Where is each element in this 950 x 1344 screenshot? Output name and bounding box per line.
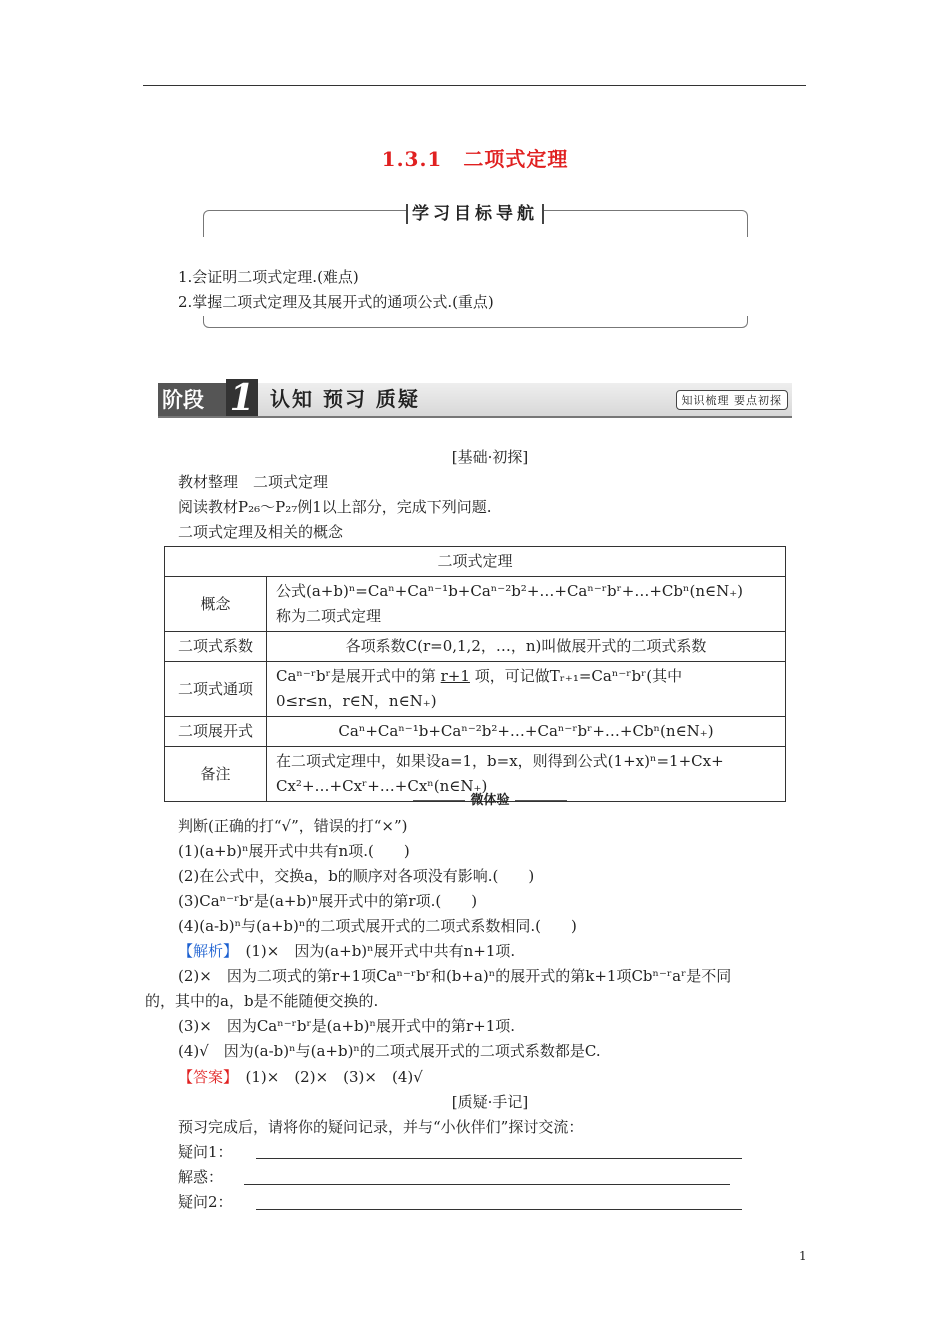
analysis-label: 【解析】 (178, 942, 231, 960)
section-basics: [基础·初探] (451, 448, 529, 466)
intro-line: 教材整理 二项式定理 (178, 473, 329, 491)
judge-item: (4)(a-b)ⁿ与(a+b)ⁿ的二项式展开式的二项式系数相同.( ) (178, 917, 577, 935)
judge-prompt: 判断(正确的打“√”，错误的打“×”) (178, 817, 408, 835)
table-row (165, 632, 786, 662)
theorem-table (164, 546, 786, 802)
analysis-line: (3)× 因为Caⁿ⁻ʳbʳ是(a+b)ⁿ展开式中的第r+1项. (178, 1017, 516, 1035)
intro-line: 阅读教材P₂₆～P₂₇例1以上部分，完成下列问题. (178, 498, 492, 516)
section-questions: [质疑·手记] (451, 1093, 529, 1111)
row-content: 项，可记做Tᵣ₊₁=Caⁿ⁻ʳbʳ(其中 (474, 667, 683, 685)
stage-title: 认知 预习 质疑 (270, 387, 420, 411)
table-header: 二项式定理 (165, 547, 786, 577)
row-content: 公式(a+b)ⁿ=Caⁿ+Caⁿ⁻¹b+Caⁿ⁻²b²+…+Caⁿ⁻ʳbʳ+…+Cbⁿ(n∈N₊) (276, 582, 744, 600)
row-label: 备注 (165, 747, 267, 802)
question-2-label: 疑问2： (178, 1193, 233, 1211)
row-label: 概念 (165, 577, 267, 632)
analysis-line: (2)× 因为二项式的第r+1项Caⁿ⁻ʳbʳ和(b+a)ⁿ的展开式的第k+1项Cbⁿ⁻ʳaʳ是不同 (178, 967, 732, 985)
table-row (165, 577, 786, 632)
stage-tag: 知识梳理 要点初探 (676, 390, 789, 410)
question-1-label: 疑问1： (178, 1143, 233, 1161)
row-content: 称为二项式定理 (276, 607, 382, 625)
answer-1-line[interactable] (244, 1184, 730, 1185)
goals-heading (0, 199, 950, 224)
row-label: 二项式系数 (165, 632, 267, 662)
analysis-line (178, 940, 515, 961)
micro-label: 微体验 (470, 793, 510, 808)
question-2-line[interactable] (256, 1209, 742, 1210)
analysis-line: 的，其中的a，b是不能随便交换的. (145, 992, 379, 1010)
answer-line (178, 1066, 423, 1087)
answer-text: (1)× (2)× (3)× (4)√ (230, 1068, 423, 1086)
row-content: 在二项式定理中，如果设a=1，b=x，则得到公式(1+x)ⁿ=1+Cx+ (276, 752, 724, 770)
micro-experience-divider (400, 789, 580, 808)
row-content: Cx²+…+Cxʳ+…+Cxⁿ(n∈N₊) (276, 777, 488, 795)
judge-item: (2)在公式中，交换a，b的顺序对各项没有影响.( ) (178, 867, 535, 885)
analysis-line: (4)√ 因为(a-b)ⁿ与(a+b)ⁿ的二项式展开式的二项式系数都是C. (178, 1042, 601, 1060)
intro-line: 二项式定理及相关的概念 (178, 523, 344, 541)
goal-item: 1.会证明二项式定理.(难点) (178, 268, 359, 286)
notes-prompt: 预习完成后，请将你的疑问记录，并与“小伙伴们”探讨交流： (178, 1118, 584, 1136)
question-1-line[interactable] (256, 1158, 742, 1159)
row-label: 二项式通项 (165, 662, 267, 717)
goal-item: 2.掌握二项式定理及其展开式的通项公式.(重点) (178, 293, 494, 311)
answer-1-label: 解惑： (178, 1168, 224, 1186)
answer-label: 【答案】 (178, 1068, 231, 1086)
page-title: 1.3.1 二项式定理 (381, 147, 569, 171)
judge-item: (1)(a+b)ⁿ展开式中共有n项.( ) (178, 842, 410, 860)
row-content: Caⁿ⁻ʳbʳ是展开式中的第 (276, 667, 436, 685)
goals-box-bottom (203, 316, 748, 328)
table-row (165, 717, 786, 747)
row-content: 0≤r≤n，r∈N，n∈N₊) (276, 692, 437, 710)
stage-banner (158, 377, 792, 419)
row-content: 各项系数C(r=0,1,2，…，n)叫做展开式的二项式系数 (267, 632, 786, 662)
judge-item: (3)Caⁿ⁻ʳbʳ是(a+b)ⁿ展开式中的第r项.( ) (178, 892, 478, 910)
row-content: Caⁿ+Caⁿ⁻¹b+Caⁿ⁻²b²+…+Caⁿ⁻ʳbʳ+…+Cbⁿ(n∈N₊) (267, 717, 786, 747)
row-label: 二项展开式 (165, 717, 267, 747)
table-row (165, 662, 786, 717)
header-rule (143, 85, 806, 86)
stage-number: 1 (226, 379, 258, 416)
page-number: 1 (799, 1249, 807, 1263)
row-underline: r+1 (440, 667, 470, 685)
analysis-text: (1)× 因为(a+b)ⁿ展开式中共有n+1项. (230, 942, 516, 960)
stage-label: 阶段 (158, 383, 226, 416)
goals-heading-text: 学习目标导航 (406, 204, 544, 224)
